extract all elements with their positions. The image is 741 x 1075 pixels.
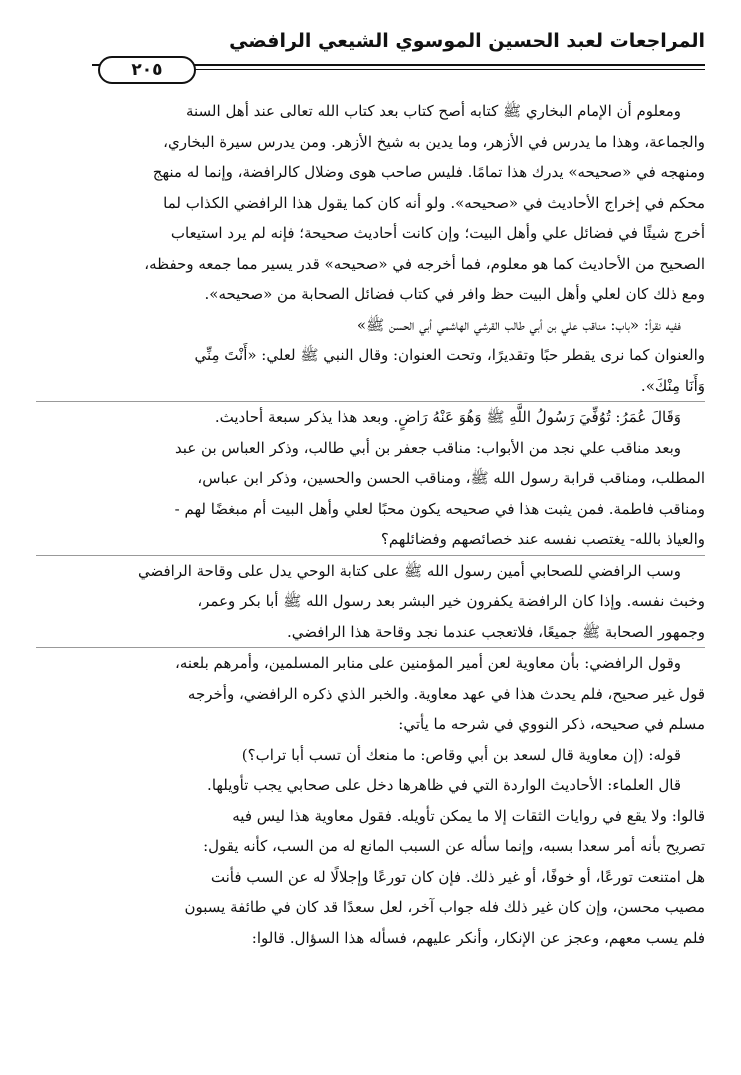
page-number-badge: ٢٠٥ xyxy=(98,56,196,84)
text-line: وَقَالَ عُمَرُ: تُوُفِّيَ رَسُولُ اللَّهِ ﷺ وَهُوَ عَنْهُ رَاضٍ. وبعد هذا يذكر سبعة أحاديث. xyxy=(214,408,681,426)
text-line: وسب الرافضي للصحابي أمين رسول الله ﷺ على كتابة الوحي يدل على وقاحة الرافضي xyxy=(138,561,681,580)
text-line: قالوا: ولا يقع في روايات الثقات إلا ما يمكن تأويله. فقول معاوية هذا ليس فيه xyxy=(232,806,705,825)
text-line: قوله: (إن معاوية قال لسعد بن أبي وقاص: ما منعك أن تسب أبا تراب؟) xyxy=(241,745,681,764)
header-rule-thin xyxy=(192,69,705,70)
page-body-text xyxy=(36,96,705,1066)
text-line: المطلب، ومناقب قرابة رسول الله ﷺ، ومناقب الحسن والحسين، وذكر ابن عباس، xyxy=(197,469,705,487)
text-line: وَأَنَا مِنْكَ». xyxy=(36,371,705,403)
text-line: والعنوان كما نرى يقطر حبًا وتقديرًا، وتحت العنوان: وقال النبي ﷺ لعلي: «أَنْتَ مِنِّي xyxy=(194,346,705,364)
text-line: والجماعة، وهذا ما يدرس في الأزهر، وما يدين به شيخ الأزهر. ومن يدرس سيرة البخاري، xyxy=(163,132,705,151)
running-header-title: المراجعات لعبد الحسين الموسوي الشيعي الرافضي xyxy=(229,30,705,52)
text-line: قال العلماء: الأحاديث الواردة التي في ظاهرها دخل على صحابي يجب تأويلها. xyxy=(207,776,681,794)
text-line: ومنهجه في «صحيحه» يدرك هذا تمامًا. فليس صاحب هوى وضلال كالرافضة، وإنما له منهج xyxy=(152,163,705,181)
text-line: تصريح بأنه أمر سعدا بسبه، وإنما سأله عن السبب المانع له من السب، كأنه يقول: xyxy=(203,837,705,855)
text-line: قول غير صحيح، فلم يحدث هذا في عهد معاوية. والخبر الذي ذكره الرافضي، وأخرجه xyxy=(187,684,705,703)
text-line: الصحيح من الأحاديث كما هو معلوم، فما أخرجه في «صحيحه» قدر يسير مما جمعه وحفظه، xyxy=(144,254,705,273)
text-line: ومع ذلك كان لعلي وأهل البيت حظ وافر في كتاب فضائل الصحابة من «صحيحه». xyxy=(204,285,705,303)
text-line: مسلم في صحيحه، ذكر النووي في شرحه ما يأتي: xyxy=(398,715,705,733)
text-line: ومناقب فاطمة. فمن يثبت هذا في صحيحه يكون محبًا لعلي وأهل البيت أم مبغضًا لهم - xyxy=(174,499,705,518)
text-line: وخبث نفسه. وإذا كان الرافضة يكفرون خير البشر بعد رسول الله ﷺ أبا بكر وعمر، xyxy=(197,592,705,610)
text-line: محكم في إخراج الأحاديث في «صحيحه». ولو أنه كان كما يقول هذا الرافضي الكذاب لما xyxy=(163,193,705,212)
text-line: فلم يسب معهم، وعجز عن الإنكار، وأنكر عليهم، فسأله هذا السؤال. قالوا: xyxy=(251,928,705,947)
text-line: هل امتنعت تورعًا، أو خوفًا، أو غير ذلك. فإن كان تورعًا وإجلالًا له عن السب فأنت xyxy=(210,867,705,886)
text-line: أخرج شيئًا في فضائل علي وأهل البيت؛ وإن كانت أحاديث صحيحة؛ فإنه لم يرد استيعاب xyxy=(170,224,705,242)
text-line: مصيب محسن، وإن كان غير ذلك فله جواب آخر، لعل سعدًا قد كان في طائفة يسبون xyxy=(184,898,705,916)
text-line: ففيه نقرأ: «باب: مناقب علي بن أبي طالب القرشي الهاشمي أبي الحسن ﷺ» xyxy=(356,315,681,334)
text-line: وبعد مناقب علي نجد من الأبواب: مناقب جعفر بن أبي طالب، وذكر العباس بن عبد xyxy=(174,438,681,457)
text-line: وجمهور الصحابة ﷺ جميعًا، فلاتعجب عندما نجد وقاحة هذا الرافضي. xyxy=(36,617,705,649)
text-line: ومعلوم أن الإمام البخاري ﷺ كتابه أصح كتاب بعد كتاب الله تعالى عند أهل السنة xyxy=(185,102,681,120)
text-line: وقول الرافضي: بأن معاوية لعن أمير المؤمنين على منابر المسلمين، وأمرهم بلعنه، xyxy=(174,654,681,672)
text-line: والعياذ بالله- يغتصب نفسه عند خصائصهم وفضائلهم؟ xyxy=(36,524,705,556)
